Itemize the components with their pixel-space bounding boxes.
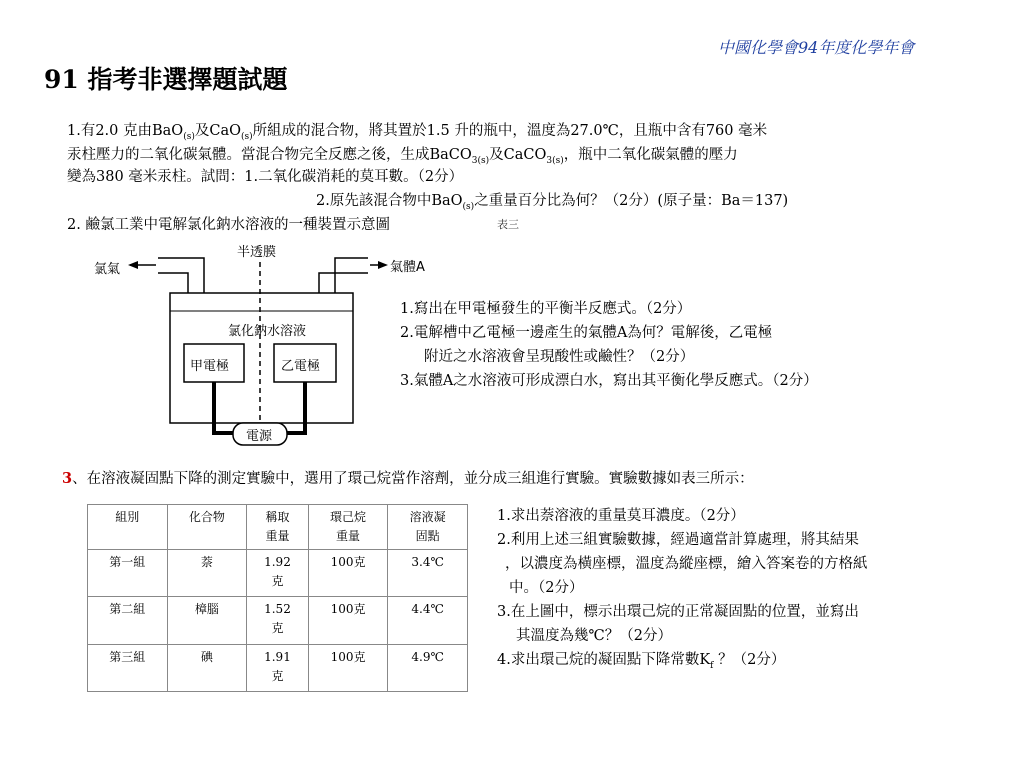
q3-number: 3 (62, 470, 73, 487)
table-row (88, 550, 468, 597)
table-cell: 3.4℃ (388, 550, 468, 597)
q2-item-2: 2.電解槽中乙電極一邊產生的氣體A為何？電解後，乙電極 (400, 325, 773, 341)
q2-item-1: 1.寫出在甲電極發生的平衡半反應式。（2分） (400, 301, 692, 317)
gas-a-pipe-outer (319, 273, 368, 293)
q3-item-3-cont: 其溫度為幾℃？（2分） (516, 628, 672, 644)
gas-a-pipe-inner (335, 258, 368, 293)
q3-item-1: 1.求出萘溶液的重量莫耳濃度。（2分） (497, 508, 745, 524)
solution-label: 氯化鈉水溶液 (228, 324, 307, 339)
chlorine-arrowhead (128, 261, 138, 269)
electrode-b-label: 乙電極 (281, 359, 321, 374)
q1-line-2: 汞柱壓力的二氧化碳氣體。當混合物完全反應之後，生成BaCO$_{3(s)}$及CaCO$_{3(s)}$，瓶中二氧化碳氣體的壓力 (67, 147, 738, 166)
table-cell: 1.92 克 (247, 550, 309, 597)
header-note: 中國化學會94年度化學年會 (718, 38, 915, 57)
q2-intro: 2. 鹼氯工業中電解氯化鈉水溶液的一種裝置示意圖 (67, 217, 390, 233)
q2-item-2-cont: 附近之水溶液會呈現酸性或鹼性？（2分） (424, 349, 695, 365)
q3-item-3: 3.在上圖中，標示出環己烷的正常凝固點的位置，並寫出 (497, 604, 859, 620)
electrolysis-diagram-svg (88, 238, 408, 450)
col-header: 化合物 (167, 505, 247, 550)
gas-a-arrowhead (378, 261, 388, 269)
q2-item-3: 3.氣體A之水溶液可形成漂白水，寫出其平衡化學反應式。（2分） (400, 373, 818, 389)
table-cell: 4.4℃ (388, 597, 468, 644)
q3-item-2-cont: ，以濃度為橫座標，溫度為縱座標，繪入答案卷的方格紙 (505, 556, 868, 572)
table-cell: 第一組 (88, 550, 168, 597)
table-header-row (88, 505, 468, 550)
page-title: 91 指考非選擇題試題 (44, 65, 288, 94)
table-cell: 萘 (167, 550, 247, 597)
table-row (88, 597, 468, 644)
wire-left (214, 382, 233, 433)
table-row (88, 644, 468, 691)
q3-intro: 3、在溶液凝固點下降的測定實驗中，選用了環己烷當作溶劑，並分成三組進行實驗。實驗數據如表三所示： (62, 470, 754, 487)
table-cell: 樟腦 (167, 597, 247, 644)
figure-tag: 表三 (497, 218, 519, 231)
q3-item-4: 4.求出環己烷的凝固點下降常數$K_f$ ？（2分） (497, 652, 786, 671)
col-header: 環己烷 重量 (308, 505, 388, 550)
data-table (87, 504, 468, 692)
electrolysis-diagram (88, 238, 425, 450)
table-cell: 4.9℃ (388, 644, 468, 691)
table-cell: 100克 (308, 597, 388, 644)
table-cell: 1.52 克 (247, 597, 309, 644)
electrode-a-label: 甲電極 (190, 359, 230, 374)
membrane-label: 半透膜 (237, 245, 277, 260)
wire-right (287, 382, 305, 433)
gas-a-label: 氣體A (390, 260, 425, 275)
q1-line-3: 變為380 毫米汞柱。試問：1.二氧化碳消耗的莫耳數。（2分） (67, 169, 464, 185)
table-cell: 100克 (308, 550, 388, 597)
q3-item-2: 2.利用上述三組實驗數據，經過適當計算處理，將其結果 (497, 532, 859, 548)
table-cell: 第三組 (88, 644, 168, 691)
q1-line-4: 2.原先該混合物中BaO$_{(s)}$之重量百分比為何？（2分）(原子量：Ba＝137) (316, 193, 789, 212)
q1-line-1: 1.有2.0 克由BaO$_{(s)}$及CaO$_{(s)}$所組成的混合物，將其置於1.5 升的瓶中，溫度為27.0℃，且瓶中含有760 毫米 (67, 123, 768, 142)
table-cell: 1.91 克 (247, 644, 309, 691)
q3-item-2-end: 中。（2分） (509, 580, 584, 596)
chlorine-label: 氯氣 (94, 262, 121, 277)
table-cell: 100克 (308, 644, 388, 691)
chlorine-pipe-inner (158, 258, 204, 293)
table-cell: 碘 (167, 644, 247, 691)
col-header: 溶液凝 固點 (388, 505, 468, 550)
chlorine-pipe-outer (158, 273, 188, 293)
col-header: 組別 (88, 505, 168, 550)
col-header: 稱取 重量 (247, 505, 309, 550)
table-cell: 第二組 (88, 597, 168, 644)
power-label: 電源 (246, 429, 273, 444)
